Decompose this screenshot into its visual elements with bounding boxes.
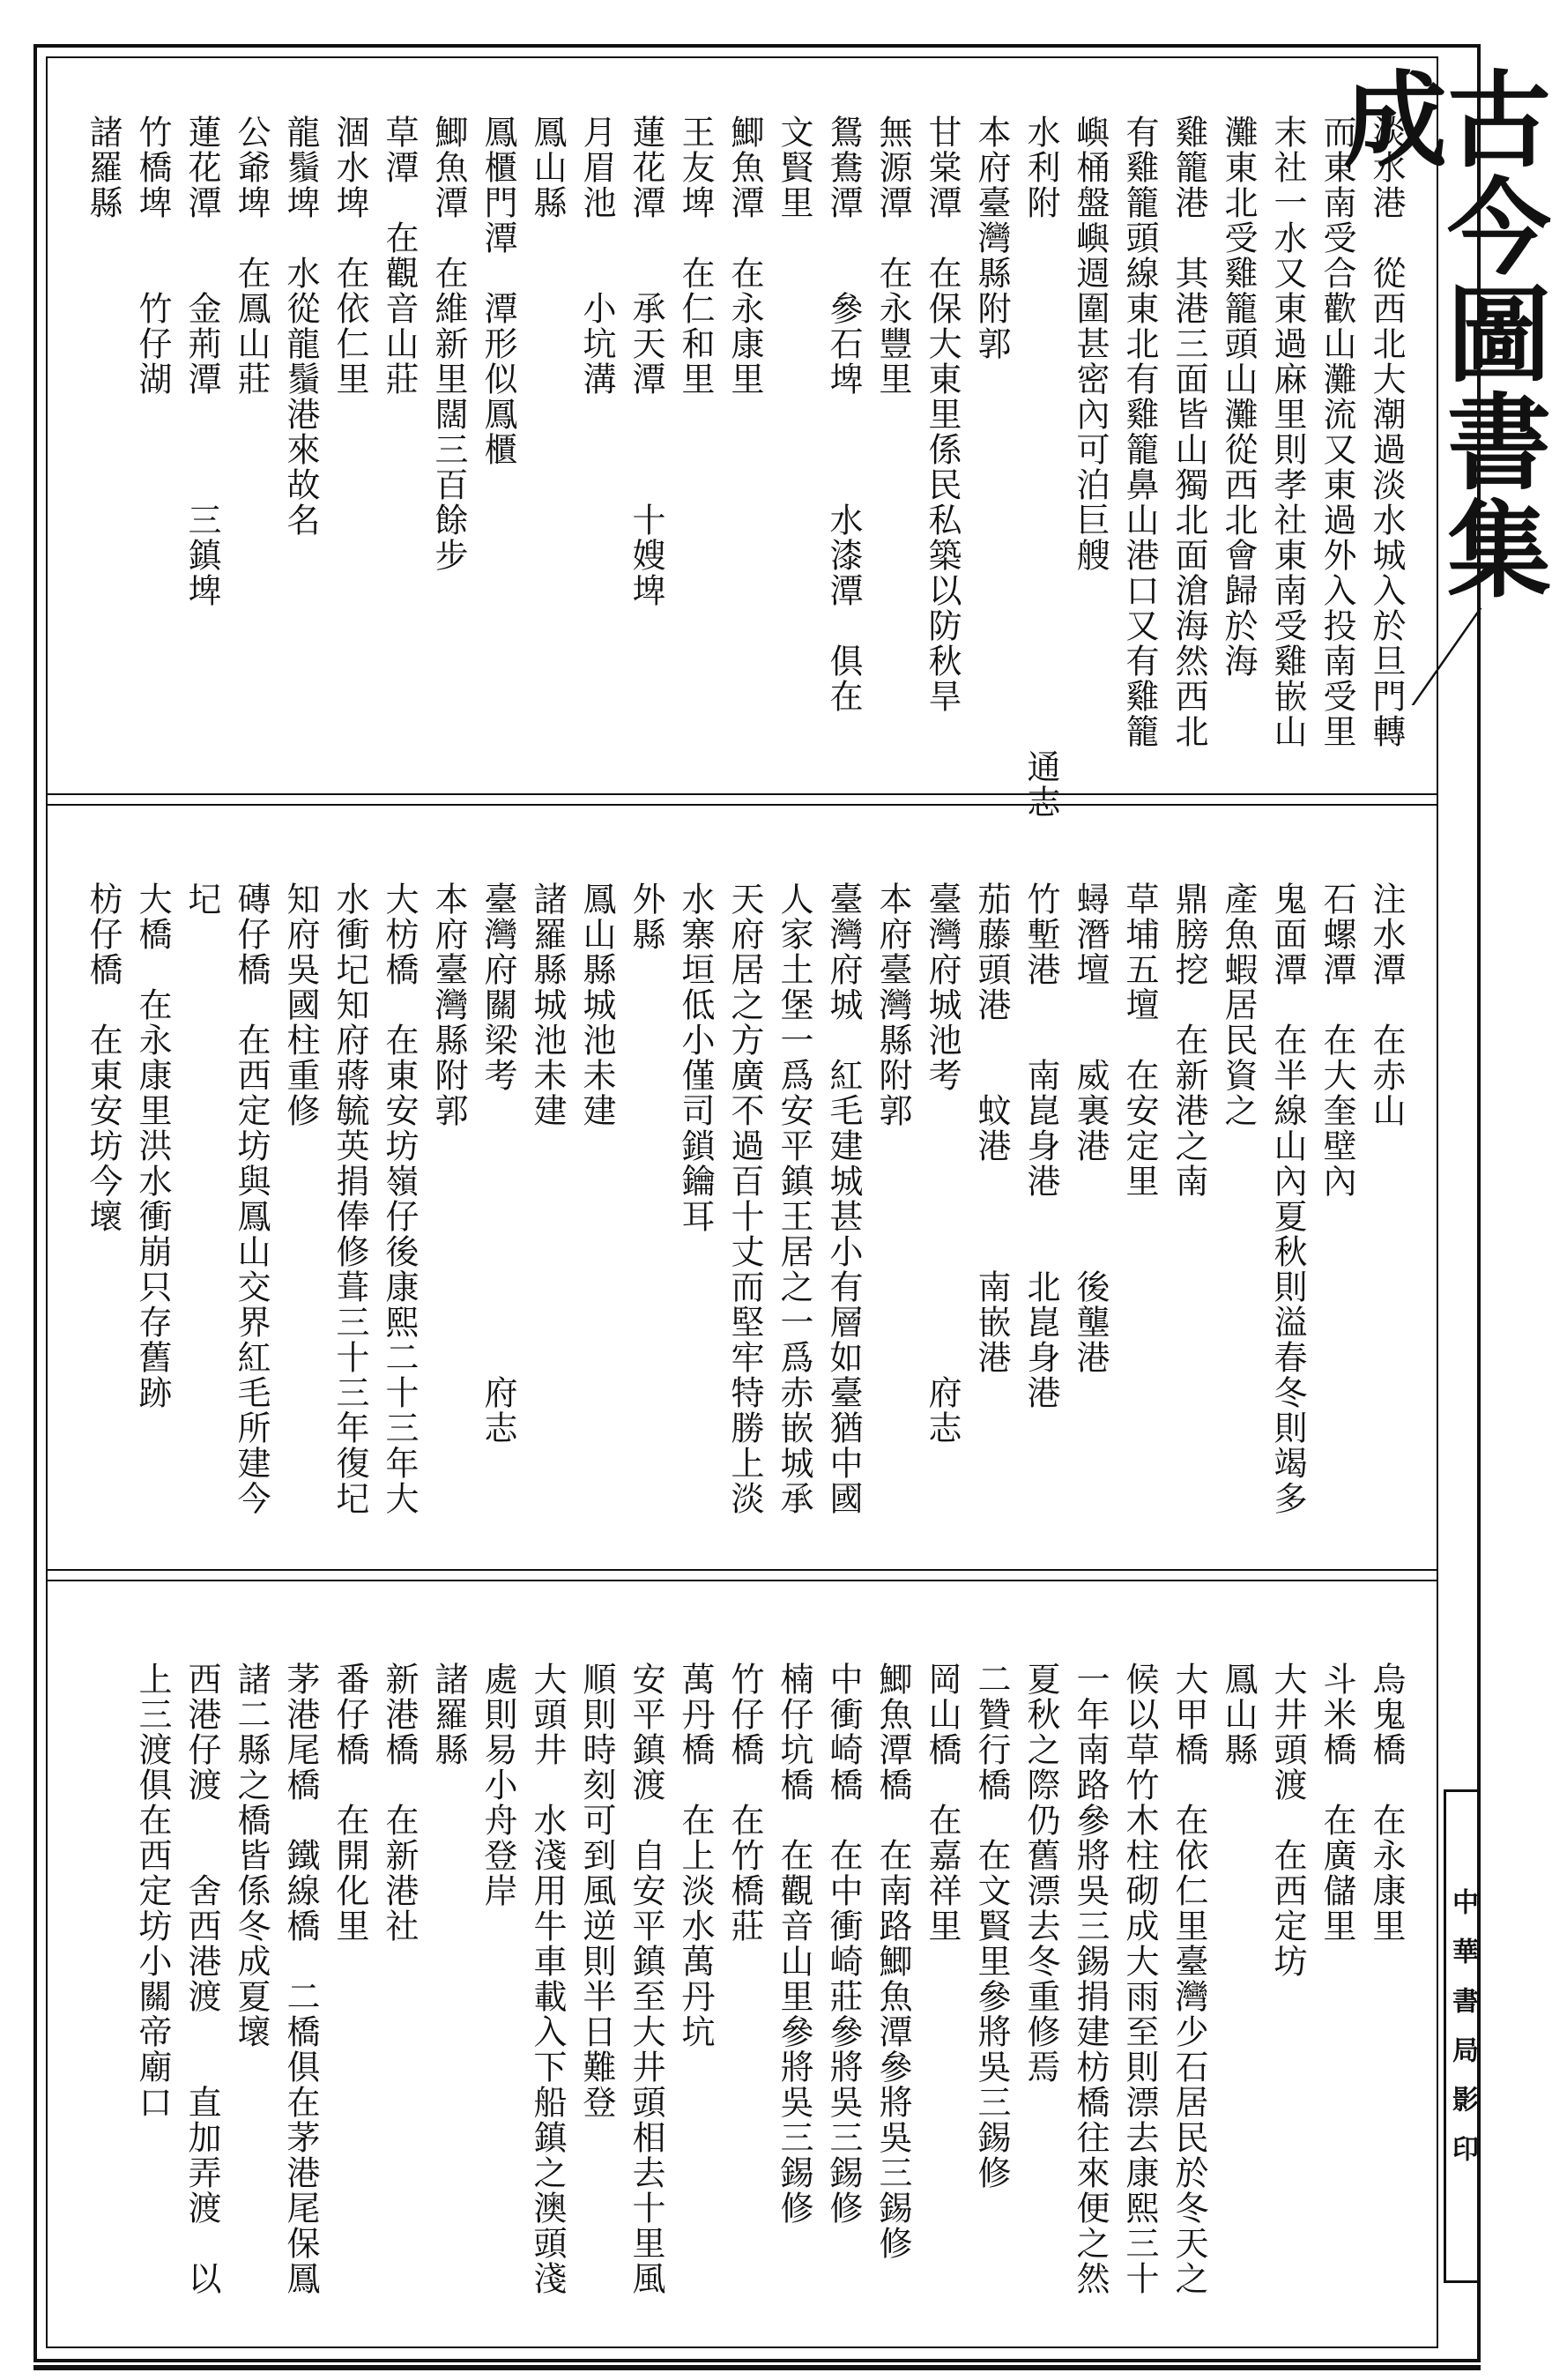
text-column: 臺灣府城 紅毛建城甚小有層如臺猶中國 <box>824 881 863 1516</box>
register-divider-lower <box>46 1569 1438 1581</box>
text-column: 末社一水又東過麻里則孝社東南受雞嵌山 <box>1268 115 1307 749</box>
text-column: 月眉池 小坑溝 <box>577 115 616 397</box>
text-column: 鯽魚潭 在永康里 <box>725 115 764 397</box>
text-column: 新港橋 在新港社 <box>380 1662 419 1944</box>
text-column: 鳳櫃門潭 潭形似鳳櫃 <box>479 115 517 467</box>
text-column: 鴛鴦潭 參石埤 水漆潭 俱在 <box>824 115 863 714</box>
text-column: 大橋 在永康里洪水衝崩只存舊跡 <box>133 881 172 1410</box>
text-column: 本府臺灣縣附郭 <box>429 881 468 1128</box>
publisher-label: 中華書局影印 <box>1447 1888 1478 2184</box>
text-column: 烏鬼橋 在永康里 <box>1367 1662 1406 1944</box>
text-column: 雞籠港 其港三面皆山獨北面滄海然西北 <box>1170 115 1208 749</box>
text-column: 草潭 在觀音山莊 <box>380 115 419 397</box>
text-column: 諸二縣之橋皆係冬成夏壞 <box>232 1662 271 2049</box>
text-column: 茅港尾橋 鐵線橋 二橋俱在茅港尾保鳳 <box>281 1662 320 2296</box>
text-column: 而東南受合歡山灘流又東過外入投南受里 <box>1318 115 1356 749</box>
text-column: 大甲橋 在依仁里臺灣少石居民於冬天之 <box>1170 1662 1208 2296</box>
text-column: 龍鬚埤 水從龍鬚港來故名 <box>281 115 320 538</box>
text-column: 灘東北受雞籠頭山灘從西北會歸於海 <box>1219 115 1258 679</box>
text-column: 鳳山縣城池未建 <box>577 881 616 1128</box>
text-column: 本府臺灣縣附郭 <box>873 881 912 1128</box>
text-column: 順則時刻可到風逆則半日難登 <box>577 1662 616 2120</box>
text-column: 安平鎮渡 自安平鎮至大井頭相去十里風 <box>627 1662 665 2296</box>
text-column: 水寨垣低小僅司鎖鑰耳 <box>676 881 715 1234</box>
text-column: 大頭井 水淺用牛車載入下船鎮之澳頭淺 <box>528 1662 567 2296</box>
text-column: 處則易小舟登岸 <box>479 1662 517 1908</box>
text-column: 水利附 通志 <box>1021 115 1060 820</box>
text-column: 本府臺灣縣附郭 <box>972 115 1011 361</box>
text-column: 王友埤 在仁和里 <box>676 115 715 397</box>
text-column: 人家土堡一爲安平鎮王居之一爲赤嵌城承 <box>775 881 813 1516</box>
text-column: 圮 <box>182 881 221 917</box>
text-column: 枋仔橋 在東安坊今壞 <box>84 881 123 1234</box>
text-column: 涸水埤 在依仁里 <box>330 115 369 397</box>
text-column: 鼎膀挖 在新港之南 <box>1170 881 1208 1199</box>
text-column: 夏秋之際仍舊漂去冬重修焉 <box>1021 1662 1060 2085</box>
text-column: 石螺潭 在大奎壁內 <box>1318 881 1356 1199</box>
publisher-box <box>1444 1789 1481 2283</box>
text-column: 公爺埤 在鳳山莊 <box>232 115 271 397</box>
text-column: 二贊行橋 在文賢里參將吳三錫修 <box>972 1662 1011 2190</box>
text-column: 番仔橋 在開化里 <box>330 1662 369 1944</box>
text-column: 楠仔坑橋 在觀音山里參將吳三錫修 <box>775 1662 813 2226</box>
text-column: 嶼桶盤嶼週圍甚密內可泊巨艘 <box>1071 115 1110 573</box>
text-column: 西港仔渡 舍西港渡 直加弄渡 以 <box>182 1662 221 2296</box>
text-column: 竹仔橋 在竹橋莊 <box>725 1662 764 1944</box>
text-column: 蓮花潭 金荊潭 三鎮埤 <box>182 115 221 608</box>
text-column: 淡水港 從西北大潮過淡水城入於旦門轉 <box>1367 115 1406 749</box>
text-column: 大枋橋 在東安坊嶺仔後康熙二十三年大 <box>380 881 419 1516</box>
text-column: 鳳山縣 <box>1219 1662 1258 1767</box>
text-column: 磚仔橋 在西定坊與鳳山交界紅毛所建今 <box>232 881 271 1516</box>
register-divider-upper <box>46 793 1438 806</box>
text-column: 上三渡俱在西定坊小關帝廟口 <box>133 1662 172 2120</box>
text-column: 文賢里 <box>775 115 813 220</box>
text-column: 天府居之方廣不過百十丈而堅牢特勝上淡 <box>725 881 764 1516</box>
text-column: 臺灣府關梁考 府志 <box>479 881 517 1446</box>
text-column: 蓮花潭 承天潭 十嫂埤 <box>627 115 665 608</box>
text-column: 茄藤頭港 蚊港 南嵌港 <box>972 881 1011 1375</box>
text-column: 一年南路參將吳三錫捐建枋橋往來便之然 <box>1071 1662 1110 2296</box>
text-column: 有雞籠頭線東北有雞籠鼻山港口又有雞籠 <box>1120 115 1159 749</box>
text-column: 甘棠潭 在保大東里係民私築以防秋旱 <box>923 115 962 714</box>
book-title: 古今圖書集成 <box>1326 65 1552 603</box>
text-column: 竹橋埤 竹仔湖 <box>133 115 172 397</box>
text-column: 知府吳國柱重修 <box>281 881 320 1128</box>
text-column: 草埔五壇 在安定里 <box>1120 881 1159 1199</box>
text-column: 鯽魚潭 在維新里闊三百餘步 <box>429 115 468 573</box>
text-column: 萬丹橋 在上淡水萬丹坑 <box>676 1662 715 2049</box>
text-column: 注水潭 在赤山 <box>1367 881 1406 1128</box>
text-column: 蟳潛壇 威裏港 後壟港 <box>1071 881 1110 1375</box>
text-column: 諸羅縣 <box>84 115 123 220</box>
text-column: 外縣 <box>627 881 665 952</box>
text-column: 岡山橋 在嘉祥里 <box>923 1662 962 1944</box>
text-column: 諸羅縣城池未建 <box>528 881 567 1128</box>
text-column: 中衝崎橋 在中衝崎莊參將吳三錫修 <box>824 1662 863 2226</box>
bottom-rule <box>33 2365 1481 2370</box>
text-column: 候以草竹木柱砌成大雨至則漂去康熙三十 <box>1120 1662 1159 2296</box>
text-column: 臺灣府城池考 府志 <box>923 881 962 1446</box>
text-column: 鯽魚潭橋 在南路鯽魚潭參將吳三錫修 <box>873 1662 912 2261</box>
text-column: 竹塹港 南崑身港 北崑身港 <box>1021 881 1060 1410</box>
text-column: 鬼面潭 在半線山內夏秋則溢春冬則竭多 <box>1268 881 1307 1516</box>
text-column: 水衝圮知府蔣毓英捐俸修葺三十三年復圮 <box>330 881 369 1516</box>
text-column: 大井頭渡 在西定坊 <box>1268 1662 1307 1979</box>
text-column: 無源潭 在永豐里 <box>873 115 912 397</box>
text-column: 鳳山縣 <box>528 115 567 220</box>
text-column: 產魚蝦居民資之 <box>1219 881 1258 1128</box>
text-column: 諸羅縣 <box>429 1662 468 1767</box>
text-column: 斗米橋 在廣儲里 <box>1318 1662 1356 1944</box>
